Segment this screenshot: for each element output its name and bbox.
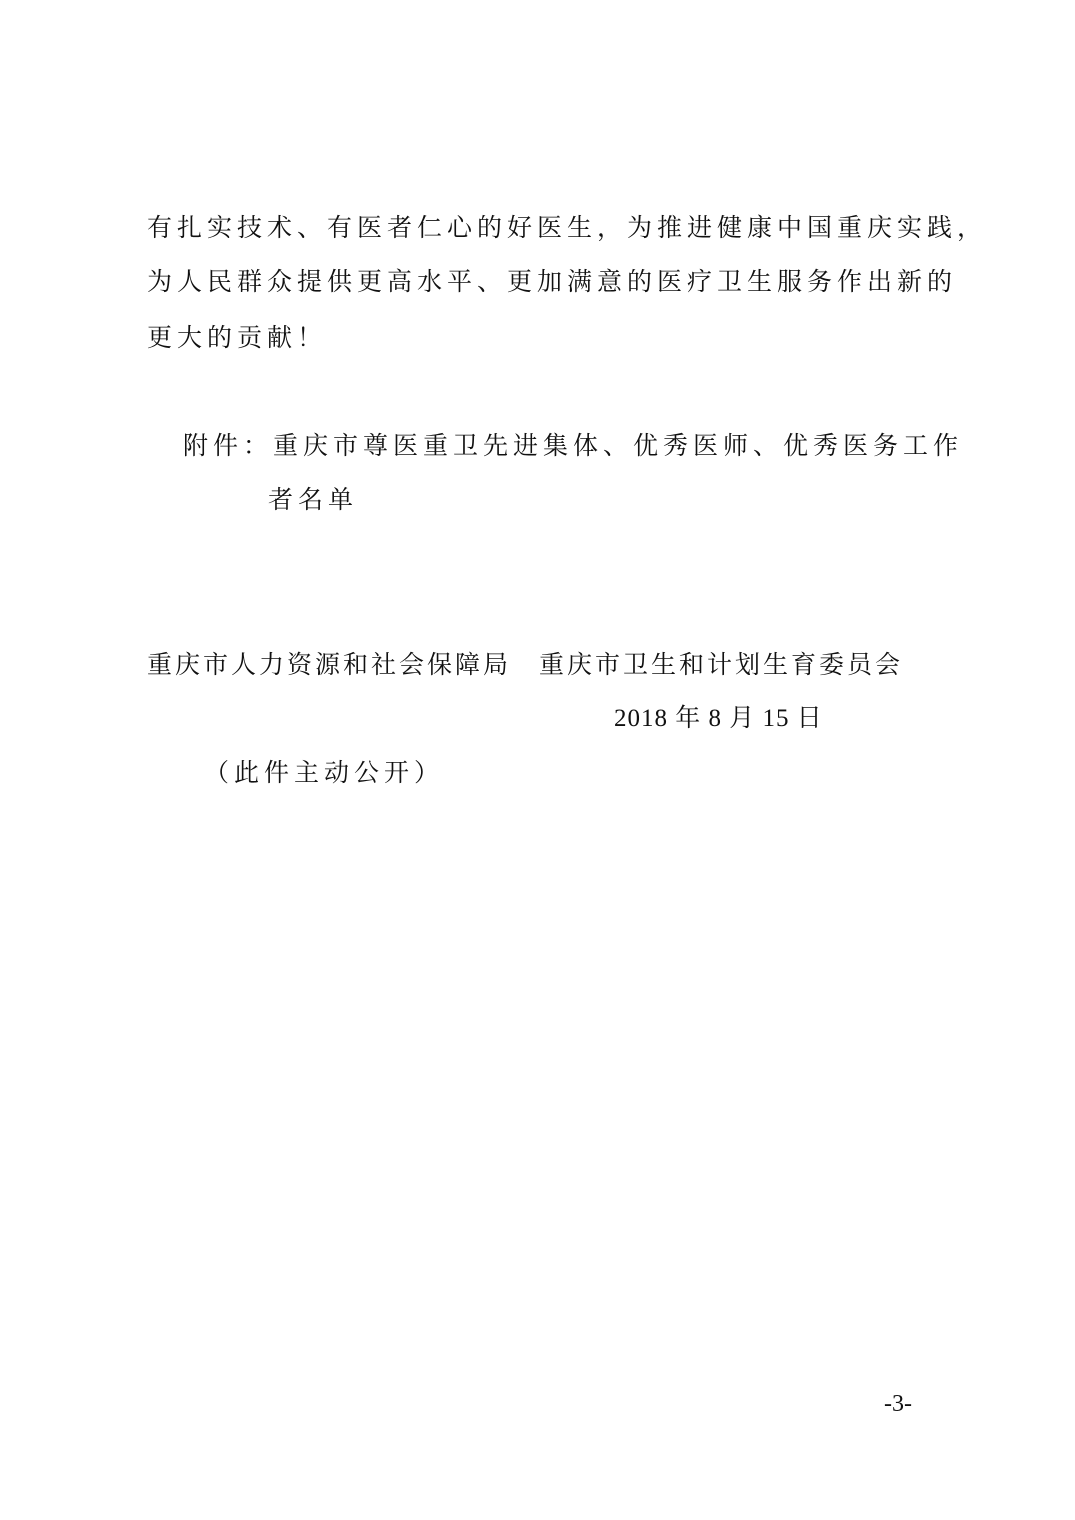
paragraph-line-2: 为人民群众提供更高水平、更加满意的医疗卫生服务作出新的: [147, 267, 958, 296]
disclosure-note: （此件主动公开）: [204, 758, 445, 787]
issue-date: 2018 年 8 月 15 日: [614, 705, 823, 732]
page-number: -3-: [884, 1391, 912, 1417]
paragraph-line-3: 更大的贡献！: [147, 323, 328, 352]
attachment-line-2: 者名单: [268, 485, 359, 514]
attachment-line-1: 附件：重庆市尊医重卫先进集体、优秀医师、优秀医务工作: [183, 431, 964, 460]
paragraph-line-1: 有扎实技术、有医者仁心的好医生，为推进健康中国重庆实践，: [147, 213, 988, 242]
issuer-names: 重庆市人力资源和社会保障局 重庆市卫生和计划生育委员会: [147, 650, 904, 679]
